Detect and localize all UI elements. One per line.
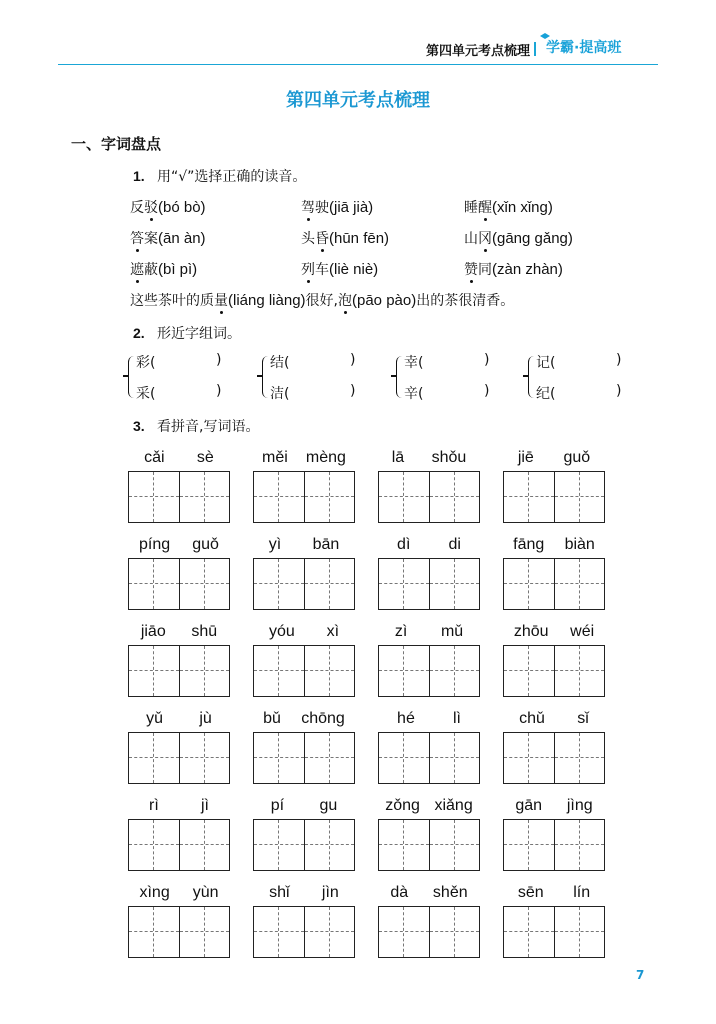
syllable: zhōu <box>513 623 549 640</box>
word-pinyin <box>253 797 355 815</box>
question-2-heading <box>133 323 241 343</box>
writing-grid[interactable] <box>503 819 605 871</box>
writing-cell[interactable] <box>179 733 229 783</box>
question-number: 1. <box>133 168 145 184</box>
syllable: chǔ <box>519 710 545 727</box>
writing-cell[interactable] <box>429 907 479 957</box>
writing-grid[interactable] <box>128 471 230 523</box>
char: 驶 <box>315 200 329 216</box>
pinyin-choice[interactable]: (bì pì) <box>158 261 198 278</box>
writing-grid[interactable] <box>503 906 605 958</box>
syllable: di <box>448 536 461 553</box>
pinyin-choice[interactable]: (zàn zhàn) <box>492 261 563 278</box>
syllable: shěn <box>432 884 468 901</box>
syllable: dì <box>397 536 411 553</box>
similar-char-pair <box>262 352 362 404</box>
writing-cell[interactable] <box>379 646 429 696</box>
pair-char: 纪( <box>536 386 556 402</box>
close-paren: ) <box>484 383 490 399</box>
pair-line-top[interactable] <box>404 352 423 372</box>
pair-line-bottom[interactable] <box>536 383 555 403</box>
syllable: gān <box>515 797 543 814</box>
writing-cell[interactable] <box>554 907 604 957</box>
writing-cell[interactable] <box>304 559 354 609</box>
pronunciation-item <box>301 197 373 217</box>
question-text: 用“√”选择正确的读音。 <box>157 169 307 185</box>
question-text: 形近字组词。 <box>157 326 241 342</box>
pair-line-top[interactable] <box>136 352 155 372</box>
word-pinyin <box>253 536 355 554</box>
close-paren: ) <box>616 352 622 368</box>
writing-cell[interactable] <box>129 472 179 522</box>
syllable: yóu <box>268 623 295 640</box>
writing-grid[interactable] <box>128 819 230 871</box>
writing-cell[interactable] <box>179 820 229 870</box>
writing-grid[interactable] <box>378 471 480 523</box>
writing-cell[interactable] <box>129 646 179 696</box>
syllable: jiāo <box>140 623 166 640</box>
page-number: 7 <box>636 968 645 982</box>
syllable: bǔ <box>263 710 281 727</box>
dotted-char: 醒 <box>478 200 492 216</box>
pronunciation-item <box>130 259 197 279</box>
syllable: bān <box>312 536 340 553</box>
page-header <box>0 36 716 66</box>
writing-grid[interactable] <box>503 645 605 697</box>
writing-cell[interactable] <box>504 559 554 609</box>
writing-cell[interactable] <box>179 646 229 696</box>
writing-cell[interactable] <box>429 559 479 609</box>
syllable: cǎi <box>144 449 165 466</box>
word-pinyin <box>378 710 480 728</box>
pair-line-top[interactable] <box>270 352 289 372</box>
writing-grid[interactable] <box>503 732 605 784</box>
writing-grid[interactable] <box>503 471 605 523</box>
word-pinyin <box>503 710 605 728</box>
writing-cell[interactable] <box>429 733 479 783</box>
close-paren: ) <box>350 352 356 368</box>
word-pinyin <box>253 623 355 641</box>
writing-cell[interactable] <box>129 559 179 609</box>
dotted-char: 驾 <box>301 200 315 216</box>
header-rule <box>58 64 658 65</box>
brand-logo-text: 学霸·提高班 <box>546 40 622 56</box>
syllable: zì <box>394 623 408 640</box>
writing-grid[interactable] <box>253 645 355 697</box>
dotted-char: 遮 <box>130 262 144 278</box>
pinyin-choice[interactable]: (pāo pào) <box>352 292 417 309</box>
char: 同 <box>478 262 492 278</box>
pair-line-top[interactable] <box>536 352 555 372</box>
writing-cell[interactable] <box>129 820 179 870</box>
syllable: shǐ <box>269 884 290 901</box>
writing-grid[interactable] <box>128 558 230 610</box>
pair-char: 彩( <box>136 355 156 371</box>
pair-char: 结( <box>270 355 290 371</box>
syllable: jì <box>200 797 209 814</box>
writing-cell[interactable] <box>254 820 304 870</box>
char: 车 <box>315 262 329 278</box>
syllable: rì <box>149 797 159 814</box>
question-text: 看拼音,写词语。 <box>157 419 260 435</box>
pair-char: 记( <box>536 355 556 371</box>
dotted-char: 驳 <box>144 200 158 216</box>
pronunciation-item <box>130 197 206 217</box>
pair-line-bottom[interactable] <box>136 383 155 403</box>
brace <box>528 356 535 398</box>
char: 蔽 <box>144 262 158 278</box>
syllable: sè <box>196 449 214 466</box>
syllable: lì <box>452 710 461 727</box>
pronunciation-item <box>301 259 378 279</box>
syllable: zǒng <box>385 797 420 814</box>
brace <box>396 356 403 398</box>
writing-grid[interactable] <box>128 906 230 958</box>
writing-cell[interactable] <box>379 820 429 870</box>
writing-cell[interactable] <box>379 559 429 609</box>
word-pinyin <box>378 449 480 467</box>
char: 头 <box>301 231 315 247</box>
similar-char-pair <box>528 352 628 404</box>
writing-cell[interactable] <box>504 907 554 957</box>
syllable: fāng <box>513 536 545 553</box>
syllable: píng <box>139 536 171 553</box>
close-paren: ) <box>484 352 490 368</box>
pinyin-choice[interactable]: (liè niè) <box>329 261 379 278</box>
writing-cell[interactable] <box>554 646 604 696</box>
writing-cell[interactable] <box>554 733 604 783</box>
writing-cell[interactable] <box>179 559 229 609</box>
pronunciation-item <box>464 197 553 217</box>
writing-cell[interactable] <box>379 472 429 522</box>
pair-char: 采( <box>136 386 156 402</box>
writing-cell[interactable] <box>429 472 479 522</box>
pronunciation-item <box>464 259 563 279</box>
syllable: yùn <box>192 884 219 901</box>
dotted-char: 赞 <box>464 262 478 278</box>
pinyin-choice[interactable]: (hūn fēn) <box>329 230 390 247</box>
writing-cell[interactable] <box>129 907 179 957</box>
similar-char-pair <box>396 352 496 404</box>
syllable: guǒ <box>563 449 591 466</box>
close-paren: ) <box>350 383 356 399</box>
dotted-char: 量 <box>214 293 228 309</box>
pinyin-choice[interactable]: (bó bò) <box>158 199 206 216</box>
char: 睡 <box>464 200 478 216</box>
question-3-heading <box>133 416 259 436</box>
sentence-part: 出的茶很清香。 <box>416 293 515 309</box>
syllable: xìng <box>139 884 170 901</box>
writing-cell[interactable] <box>304 820 354 870</box>
writing-cell[interactable] <box>254 646 304 696</box>
syllable: lín <box>573 884 591 901</box>
writing-grid[interactable] <box>128 645 230 697</box>
syllable: shū <box>191 623 218 640</box>
syllable: sēn <box>517 884 544 901</box>
word-pinyin <box>128 536 230 554</box>
word-pinyin <box>503 449 605 467</box>
writing-cell[interactable] <box>304 907 354 957</box>
word-pinyin <box>503 884 605 902</box>
writing-grid[interactable] <box>378 819 480 871</box>
dotted-char: 冈 <box>478 231 492 247</box>
word-pinyin <box>253 884 355 902</box>
writing-cell[interactable] <box>254 907 304 957</box>
dotted-char: 答 <box>130 231 144 247</box>
syllable: yǔ <box>146 710 164 727</box>
pronunciation-item <box>301 228 389 248</box>
syllable: shǒu <box>431 449 467 466</box>
word-pinyin <box>128 884 230 902</box>
syllable: jù <box>199 710 212 727</box>
pinyin-choice[interactable]: (liáng liàng) <box>228 292 306 309</box>
question-number: 3. <box>133 418 145 434</box>
syllable: jìn <box>321 884 339 901</box>
pinyin-choice[interactable]: (jiā jià) <box>329 199 374 216</box>
syllable: xiǎng <box>434 797 473 814</box>
syllable: sǐ <box>577 710 589 727</box>
writing-grid[interactable] <box>253 819 355 871</box>
word-pinyin <box>128 449 230 467</box>
syllable: xì <box>326 623 340 640</box>
writing-cell[interactable] <box>254 559 304 609</box>
writing-cell[interactable] <box>429 646 479 696</box>
writing-cell[interactable] <box>179 472 229 522</box>
word-pinyin <box>128 710 230 728</box>
syllable: mǔ <box>440 623 464 640</box>
writing-cell[interactable] <box>554 820 604 870</box>
syllable: jiē <box>517 449 534 466</box>
writing-cell[interactable] <box>304 472 354 522</box>
pinyin-choice[interactable]: (xǐn xǐng) <box>492 199 553 216</box>
dotted-char: 列 <box>301 262 315 278</box>
brace <box>262 356 269 398</box>
writing-cell[interactable] <box>379 733 429 783</box>
word-pinyin <box>378 536 480 554</box>
sentence-part: 很好, <box>305 293 338 309</box>
word-pinyin <box>253 449 355 467</box>
char: 山 <box>464 231 478 247</box>
syllable: wéi <box>570 623 595 640</box>
pair-char: 洁( <box>270 386 290 402</box>
writing-cell[interactable] <box>254 472 304 522</box>
char: 案 <box>144 231 158 247</box>
writing-grid[interactable] <box>378 906 480 958</box>
word-pinyin <box>378 797 480 815</box>
writing-cell[interactable] <box>429 820 479 870</box>
syllable: jìng <box>566 797 593 814</box>
word-pinyin <box>128 797 230 815</box>
syllable: yì <box>268 536 282 553</box>
pronunciation-item <box>130 228 206 248</box>
question-1-heading <box>133 166 306 186</box>
page-title: 第四单元考点梳理 <box>286 90 430 111</box>
close-paren: ) <box>216 352 222 368</box>
word-pinyin <box>378 623 480 641</box>
similar-char-pair <box>128 352 228 404</box>
pair-line-bottom[interactable] <box>270 383 289 403</box>
word-pinyin <box>503 623 605 641</box>
writing-cell[interactable] <box>129 733 179 783</box>
writing-cell[interactable] <box>304 646 354 696</box>
syllable: lā <box>391 449 405 466</box>
pair-char: 幸( <box>404 355 424 371</box>
syllable: měi <box>262 449 288 466</box>
header-unit-label: 第四单元考点梳理 <box>425 44 530 59</box>
writing-grid[interactable] <box>503 558 605 610</box>
writing-cell[interactable] <box>504 646 554 696</box>
pronunciation-item <box>464 228 573 248</box>
pair-char: 辛( <box>404 386 424 402</box>
syllable: guǒ <box>192 536 219 553</box>
writing-cell[interactable] <box>254 733 304 783</box>
pinyin-choice[interactable]: (ān àn) <box>158 230 206 247</box>
writing-cell[interactable] <box>304 733 354 783</box>
question-number: 2. <box>133 325 145 341</box>
writing-cell[interactable] <box>504 472 554 522</box>
writing-cell[interactable] <box>554 559 604 609</box>
syllable: mèng <box>305 449 346 466</box>
writing-cell[interactable] <box>504 733 554 783</box>
writing-grid[interactable] <box>253 471 355 523</box>
sentence-part: 这些茶叶的质 <box>130 293 214 309</box>
section-heading: 一、字词盘点 <box>71 135 162 153</box>
syllable: gu <box>319 797 338 814</box>
q1-sentence <box>130 290 514 310</box>
word-pinyin <box>128 623 230 641</box>
syllable: chōng <box>301 710 345 727</box>
close-paren: ) <box>216 383 222 399</box>
writing-grid[interactable] <box>378 558 480 610</box>
word-pinyin <box>378 884 480 902</box>
writing-grid[interactable] <box>253 732 355 784</box>
word-pinyin <box>503 797 605 815</box>
char: 反 <box>130 200 144 216</box>
syllable: pí <box>270 797 285 814</box>
syllable: dà <box>390 884 409 901</box>
brace <box>128 356 135 398</box>
dotted-char: 昏 <box>315 231 329 247</box>
pinyin-choice[interactable]: (gāng gǎng) <box>492 230 573 247</box>
word-pinyin <box>503 536 605 554</box>
pair-line-bottom[interactable] <box>404 383 423 403</box>
writing-grid[interactable] <box>378 732 480 784</box>
writing-grid[interactable] <box>378 645 480 697</box>
writing-cell[interactable] <box>554 472 604 522</box>
syllable: hé <box>397 710 415 727</box>
writing-cell[interactable] <box>179 907 229 957</box>
writing-grid[interactable] <box>128 732 230 784</box>
syllable: biàn <box>564 536 595 553</box>
writing-grid[interactable] <box>253 906 355 958</box>
dotted-char: 泡 <box>338 293 352 309</box>
writing-grid[interactable] <box>253 558 355 610</box>
writing-cell[interactable] <box>504 820 554 870</box>
word-pinyin <box>253 710 355 728</box>
writing-cell[interactable] <box>379 907 429 957</box>
header-separator <box>534 42 536 56</box>
close-paren: ) <box>616 383 622 399</box>
